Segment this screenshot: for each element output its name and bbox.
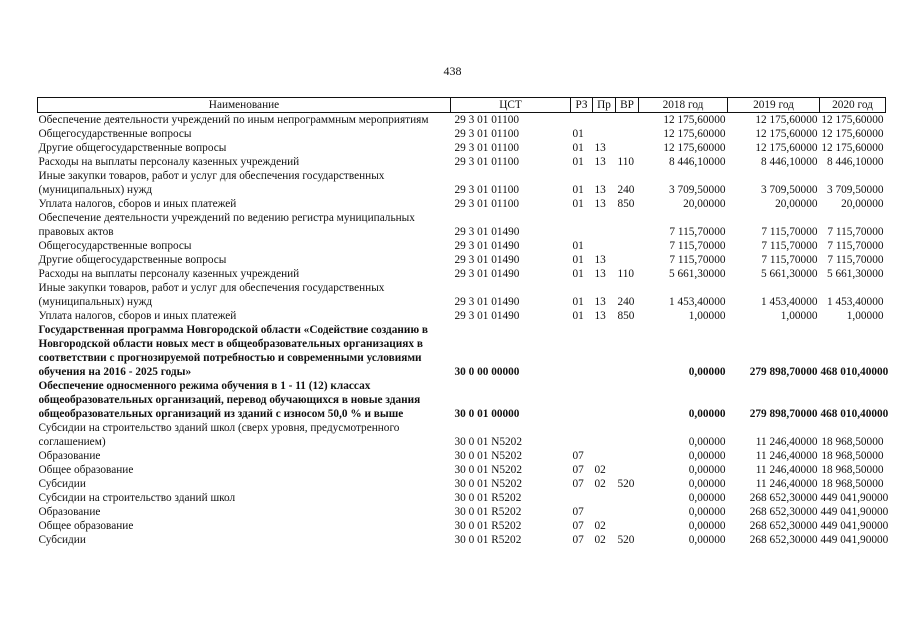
table-row bbox=[38, 267, 886, 281]
row-2019-cell: 268 652,30000 bbox=[749, 492, 818, 504]
row-pr-cell: 02 bbox=[594, 464, 606, 476]
row-2018-cell: 1 453,40000 bbox=[669, 296, 726, 308]
row-pr-cell bbox=[593, 113, 616, 128]
row-2019-cell: 5 661,30000 bbox=[761, 268, 818, 280]
row-name-cell: Расходы на выплаты персоналу казенных учреждений bbox=[38, 268, 300, 280]
row-rz-cell bbox=[571, 211, 593, 239]
row-cst-cell: 29 3 01 01490 bbox=[454, 296, 520, 308]
row-vr-cell: 850 bbox=[617, 198, 635, 210]
row-cst-cell: 29 3 01 01100 bbox=[454, 114, 520, 126]
table-body bbox=[38, 113, 889, 548]
table-row bbox=[38, 505, 886, 519]
row-pr-cell: 13 bbox=[594, 254, 606, 266]
row-vr-cell bbox=[616, 463, 639, 477]
row-pr-cell: 13 bbox=[594, 296, 606, 308]
row-2020-cell: 449 041,90000 bbox=[820, 492, 889, 504]
row-vr-cell bbox=[616, 253, 639, 267]
row-2019-cell: 3 709,50000 bbox=[761, 184, 818, 196]
table-row bbox=[38, 477, 886, 491]
row-vr-cell bbox=[616, 127, 639, 141]
row-2019-cell: 12 175,60000 bbox=[755, 128, 818, 140]
row-rz-cell: 01 bbox=[572, 310, 584, 322]
page-number: 438 bbox=[443, 64, 462, 78]
table-row bbox=[38, 141, 886, 155]
row-name-cell: Обеспечение деятельности учреждений по ведению регистра муниципальных правовых актов bbox=[38, 212, 415, 238]
row-2019-cell: 1,00000 bbox=[780, 310, 818, 322]
row-2019-cell: 279 898,70000 bbox=[749, 408, 818, 420]
row-cst-cell: 29 3 01 01100 bbox=[454, 184, 520, 196]
row-2020-cell: 1,00000 bbox=[846, 310, 884, 322]
table-header-row bbox=[38, 98, 886, 113]
row-vr-cell: 520 bbox=[617, 534, 635, 546]
row-pr-cell: 02 bbox=[594, 478, 606, 490]
row-pr-cell bbox=[593, 421, 616, 449]
row-cst-cell: 29 3 01 01490 bbox=[454, 310, 520, 322]
row-rz-cell bbox=[571, 379, 593, 421]
row-rz-cell bbox=[571, 323, 593, 379]
row-2018-cell: 0,00000 bbox=[688, 506, 726, 518]
row-name-cell: Субсидии bbox=[38, 534, 86, 546]
table-row bbox=[38, 281, 886, 309]
row-vr-cell bbox=[616, 505, 639, 519]
row-cst-cell: 29 3 01 01490 bbox=[454, 268, 520, 280]
row-pr-cell: 13 bbox=[594, 198, 606, 210]
col-header-2018: 2018 год bbox=[639, 98, 728, 113]
row-2019-cell: 8 446,10000 bbox=[761, 156, 818, 168]
table-row bbox=[38, 421, 886, 449]
row-cst-cell: 29 3 01 01100 bbox=[454, 156, 520, 168]
row-name-cell: Другие общегосударственные вопросы bbox=[38, 142, 227, 154]
row-name-cell: Обеспечение деятельности учреждений по иным непрограммным мероприятиям bbox=[38, 114, 429, 126]
row-2020-cell: 5 661,30000 bbox=[827, 268, 884, 280]
row-cst-cell: 30 0 01 R5202 bbox=[454, 506, 522, 518]
row-cst-cell: 30 0 00 00000 bbox=[454, 366, 520, 378]
row-2019-cell: 7 115,70000 bbox=[761, 240, 818, 252]
row-2018-cell: 5 661,30000 bbox=[669, 268, 726, 280]
row-rz-cell: 01 bbox=[572, 296, 584, 308]
row-name-cell: Государственная программа Новгородской области «Содействие созданию в Новгородской области новых мест в общеобразовательных организациях в соответствии с прогнозируемой потребностью и современными условиями обучения на 2016 - 2025 годы» bbox=[38, 324, 428, 378]
row-rz-cell: 01 bbox=[572, 198, 584, 210]
row-name-cell: Общегосударственные вопросы bbox=[38, 128, 192, 140]
row-vr-cell bbox=[616, 211, 639, 239]
table-row bbox=[38, 197, 886, 211]
row-2018-cell: 0,00000 bbox=[688, 408, 726, 420]
row-pr-cell bbox=[593, 505, 616, 519]
row-pr-cell bbox=[593, 491, 616, 505]
row-2020-cell: 468 010,40000 bbox=[820, 366, 889, 378]
row-2020-cell: 7 115,70000 bbox=[827, 226, 884, 238]
row-vr-cell: 110 bbox=[617, 156, 635, 168]
row-2018-cell: 0,00000 bbox=[688, 436, 726, 448]
table-row bbox=[38, 449, 886, 463]
row-cst-cell: 30 0 01 R5202 bbox=[454, 534, 522, 546]
col-header-2020: 2020 год bbox=[820, 98, 886, 113]
row-2018-cell: 0,00000 bbox=[688, 492, 726, 504]
row-2018-cell: 12 175,60000 bbox=[663, 142, 726, 154]
row-2020-cell: 12 175,60000 bbox=[821, 114, 884, 126]
row-2019-cell: 268 652,30000 bbox=[749, 520, 818, 532]
row-rz-cell: 07 bbox=[572, 534, 584, 546]
row-rz-cell: 01 bbox=[572, 240, 584, 252]
row-vr-cell: 520 bbox=[617, 478, 635, 490]
row-2020-cell: 3 709,50000 bbox=[827, 184, 884, 196]
row-2018-cell: 7 115,70000 bbox=[669, 226, 726, 238]
row-vr-cell bbox=[616, 239, 639, 253]
row-pr-cell bbox=[593, 379, 616, 421]
row-pr-cell bbox=[593, 239, 616, 253]
row-name-cell: Субсидии на строительство зданий школ (сверх уровня, предусмотренного соглашением) bbox=[38, 422, 400, 448]
row-name-cell: Иные закупки товаров, работ и услуг для обеспечения государственных (муниципальных) нужд bbox=[38, 170, 385, 196]
row-2019-cell: 11 246,40000 bbox=[755, 478, 818, 490]
row-vr-cell: 110 bbox=[617, 268, 635, 280]
row-2018-cell: 0,00000 bbox=[688, 534, 726, 546]
row-name-cell: Субсидии bbox=[38, 478, 86, 490]
row-2018-cell: 0,00000 bbox=[688, 478, 726, 490]
row-2019-cell: 7 115,70000 bbox=[761, 226, 818, 238]
row-rz-cell: 07 bbox=[572, 450, 584, 462]
row-rz-cell: 01 bbox=[572, 184, 584, 196]
row-2019-cell: 279 898,70000 bbox=[749, 366, 818, 378]
table-row bbox=[38, 239, 886, 253]
row-2018-cell: 0,00000 bbox=[688, 366, 726, 378]
row-rz-cell: 01 bbox=[572, 268, 584, 280]
table-row bbox=[38, 113, 886, 128]
col-header-vr: ВР bbox=[616, 98, 639, 113]
row-pr-cell: 13 bbox=[594, 268, 606, 280]
row-2020-cell: 18 968,50000 bbox=[821, 464, 884, 476]
row-2018-cell: 7 115,70000 bbox=[669, 254, 726, 266]
row-cst-cell: 30 0 01 R5202 bbox=[454, 492, 522, 504]
row-2018-cell: 8 446,10000 bbox=[669, 156, 726, 168]
row-vr-cell bbox=[616, 449, 639, 463]
row-2018-cell: 0,00000 bbox=[688, 450, 726, 462]
row-2019-cell: 11 246,40000 bbox=[755, 450, 818, 462]
row-2018-cell: 3 709,50000 bbox=[669, 184, 726, 196]
row-pr-cell: 13 bbox=[594, 184, 606, 196]
table-row bbox=[38, 127, 886, 141]
row-2018-cell: 12 175,60000 bbox=[663, 128, 726, 140]
table-row bbox=[38, 323, 886, 379]
row-vr-cell bbox=[616, 141, 639, 155]
row-cst-cell: 29 3 01 01100 bbox=[454, 198, 520, 210]
row-2019-cell: 12 175,60000 bbox=[755, 114, 818, 126]
row-name-cell: Расходы на выплаты персоналу казенных учреждений bbox=[38, 156, 300, 168]
row-2020-cell: 8 446,10000 bbox=[827, 156, 884, 168]
row-pr-cell bbox=[593, 323, 616, 379]
row-2020-cell: 449 041,90000 bbox=[820, 534, 889, 546]
row-cst-cell: 30 0 01 N5202 bbox=[454, 478, 522, 490]
row-2019-cell: 1 453,40000 bbox=[761, 296, 818, 308]
table-row bbox=[38, 491, 886, 505]
row-2020-cell: 12 175,60000 bbox=[821, 128, 884, 140]
row-2018-cell: 20,00000 bbox=[683, 198, 726, 210]
row-pr-cell: 02 bbox=[594, 534, 606, 546]
row-vr-cell bbox=[616, 379, 639, 421]
row-name-cell: Образование bbox=[38, 450, 101, 462]
col-header-name: Наименование bbox=[38, 98, 451, 113]
row-pr-cell bbox=[593, 449, 616, 463]
row-rz-cell: 01 bbox=[572, 142, 584, 154]
row-2019-cell: 11 246,40000 bbox=[755, 436, 818, 448]
table-row bbox=[38, 155, 886, 169]
row-2019-cell: 268 652,30000 bbox=[749, 506, 818, 518]
row-2020-cell: 468 010,40000 bbox=[820, 408, 889, 420]
row-cst-cell: 29 3 01 01100 bbox=[454, 128, 520, 140]
row-vr-cell: 850 bbox=[617, 310, 635, 322]
row-rz-cell: 01 bbox=[572, 156, 584, 168]
row-2019-cell: 12 175,60000 bbox=[755, 142, 818, 154]
row-rz-cell: 01 bbox=[572, 128, 584, 140]
row-vr-cell bbox=[616, 491, 639, 505]
table-row bbox=[38, 309, 886, 323]
row-pr-cell bbox=[593, 211, 616, 239]
row-2020-cell: 20,00000 bbox=[841, 198, 884, 210]
row-rz-cell bbox=[571, 421, 593, 449]
row-vr-cell bbox=[616, 113, 639, 128]
row-2020-cell: 18 968,50000 bbox=[821, 436, 884, 448]
row-2020-cell: 7 115,70000 bbox=[827, 254, 884, 266]
row-2018-cell: 1,00000 bbox=[688, 310, 726, 322]
row-2020-cell: 7 115,70000 bbox=[827, 240, 884, 252]
row-cst-cell: 29 3 01 01490 bbox=[454, 254, 520, 266]
row-vr-cell: 240 bbox=[617, 296, 635, 308]
row-rz-cell: 07 bbox=[572, 520, 584, 532]
row-2020-cell: 449 041,90000 bbox=[820, 506, 889, 518]
table-row bbox=[38, 169, 886, 197]
row-pr-cell: 13 bbox=[594, 142, 606, 154]
row-name-cell: Уплата налогов, сборов и иных платежей bbox=[38, 310, 237, 322]
col-header-cst: ЦСТ bbox=[451, 98, 571, 113]
row-vr-cell bbox=[616, 323, 639, 379]
row-name-cell: Общегосударственные вопросы bbox=[38, 240, 192, 252]
col-header-2019: 2019 год bbox=[728, 98, 820, 113]
row-pr-cell bbox=[593, 127, 616, 141]
row-rz-cell: 07 bbox=[572, 464, 584, 476]
row-cst-cell: 30 0 01 00000 bbox=[454, 408, 520, 420]
row-name-cell: Образование bbox=[38, 506, 101, 518]
budget-table bbox=[37, 97, 889, 547]
row-2019-cell: 7 115,70000 bbox=[761, 254, 818, 266]
row-name-cell: Иные закупки товаров, работ и услуг для обеспечения государственных (муниципальных) нужд bbox=[38, 282, 385, 308]
row-pr-cell: 13 bbox=[594, 310, 606, 322]
row-vr-cell bbox=[616, 519, 639, 533]
table-row bbox=[38, 379, 886, 421]
table-row bbox=[38, 463, 886, 477]
row-cst-cell: 29 3 01 01100 bbox=[454, 142, 520, 154]
row-2020-cell: 1 453,40000 bbox=[827, 296, 884, 308]
table-row bbox=[38, 253, 886, 267]
row-name-cell: Субсидии на строительство зданий школ bbox=[38, 492, 236, 504]
row-vr-cell bbox=[616, 421, 639, 449]
row-name-cell: Уплата налогов, сборов и иных платежей bbox=[38, 198, 237, 210]
row-2019-cell: 11 246,40000 bbox=[755, 464, 818, 476]
table-row bbox=[38, 519, 886, 533]
row-2019-cell: 20,00000 bbox=[775, 198, 818, 210]
col-header-pr: Пр bbox=[593, 98, 616, 113]
row-2020-cell: 18 968,50000 bbox=[821, 450, 884, 462]
row-2018-cell: 7 115,70000 bbox=[669, 240, 726, 252]
row-name-cell: Обеспечение односменного режима обучения в 1 - 11 (12) классах общеобразовательных организаций, перевод обучающихся в новые здания общеобразовательных организаций из зданий с износом 50,0 % и выше bbox=[38, 380, 421, 420]
row-rz-cell: 07 bbox=[572, 506, 584, 518]
row-2020-cell: 12 175,60000 bbox=[821, 142, 884, 154]
row-name-cell: Общее образование bbox=[38, 464, 134, 476]
row-pr-cell: 02 bbox=[594, 520, 606, 532]
table-row bbox=[38, 211, 886, 239]
row-cst-cell: 30 0 01 R5202 bbox=[454, 520, 522, 532]
row-cst-cell: 30 0 01 N5202 bbox=[454, 464, 522, 476]
row-2019-cell: 268 652,30000 bbox=[749, 534, 818, 546]
row-vr-cell: 240 bbox=[617, 184, 635, 196]
row-2020-cell: 18 968,50000 bbox=[821, 478, 884, 490]
row-cst-cell: 29 3 01 01490 bbox=[454, 240, 520, 252]
row-rz-cell: 07 bbox=[572, 478, 584, 490]
row-rz-cell bbox=[571, 491, 593, 505]
row-name-cell: Общее образование bbox=[38, 520, 134, 532]
row-cst-cell: 30 0 01 N5202 bbox=[454, 436, 522, 448]
row-2020-cell: 449 041,90000 bbox=[820, 520, 889, 532]
row-2018-cell: 0,00000 bbox=[688, 520, 726, 532]
row-2018-cell: 0,00000 bbox=[688, 464, 726, 476]
row-cst-cell: 30 0 01 N5202 bbox=[454, 450, 522, 462]
row-rz-cell: 01 bbox=[572, 254, 584, 266]
row-2018-cell: 12 175,60000 bbox=[663, 114, 726, 126]
row-pr-cell: 13 bbox=[594, 156, 606, 168]
row-rz-cell bbox=[571, 113, 593, 128]
row-cst-cell: 29 3 01 01490 bbox=[454, 226, 520, 238]
row-name-cell: Другие общегосударственные вопросы bbox=[38, 254, 227, 266]
col-header-rz: РЗ bbox=[571, 98, 593, 113]
table-row bbox=[38, 533, 886, 547]
